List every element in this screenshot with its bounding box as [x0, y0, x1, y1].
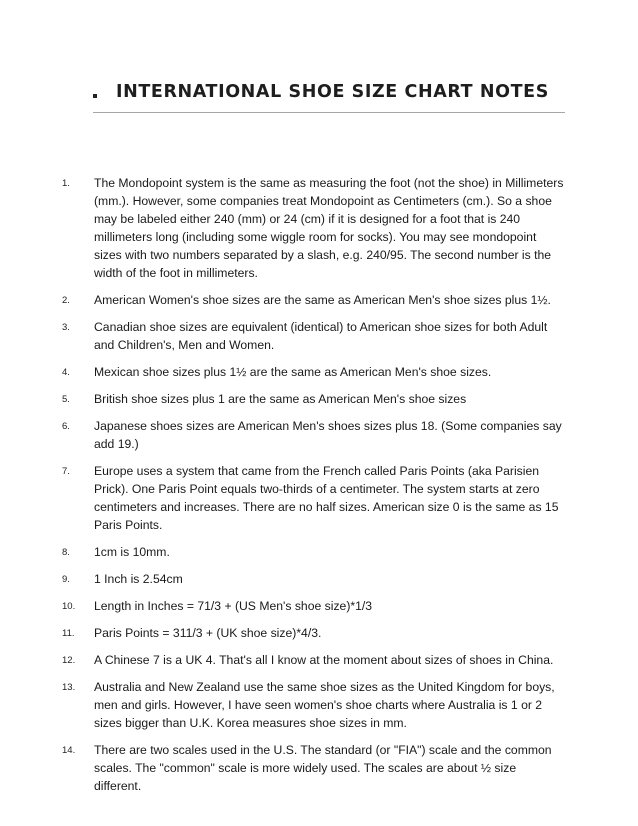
list-number: 12.: [62, 655, 76, 666]
list-item: [0, 462, 638, 534]
list-item: [0, 570, 638, 588]
list-number: 10.: [62, 601, 76, 612]
note-text: 1 Inch is 2.54cm: [94, 572, 183, 586]
list-number: 2.: [62, 295, 70, 306]
list-number: 9.: [62, 574, 70, 585]
note-text: Length in Inches = 71/3 + (US Men's shoe size)*1/3: [94, 599, 373, 613]
list-item: [0, 543, 638, 561]
list-item: [0, 363, 638, 381]
note-text: The Mondopoint system is the same as measuring the foot (not the shoe) in Millimeters (mm.). However, some companies treat Mondopoint as Centimeters (cm.). So a shoe may be labeled either 240 (mm) or 24 (cm) if it is designed for a foot that is 240 millimeters long (including some wiggle room for socks). You may see mondopoint sizes with two numbers separated by a slash, e.g. 240/95. The second number is the width of the foot in millimeters.: [94, 176, 564, 280]
note-text: Canadian shoe sizes are equivalent (identical) to American shoe sizes for both Adult and Children's, Men and Women.: [94, 320, 548, 352]
note-text: A Chinese 7 is a UK 4. That's all I know at the moment about sizes of shoes in China.: [94, 653, 554, 667]
list-item: [0, 291, 638, 309]
note-text: Mexican shoe sizes plus 1½ are the same as American Men's shoe sizes.: [94, 365, 492, 379]
list-item: [0, 597, 638, 615]
note-text: 1cm is 10mm.: [94, 545, 170, 559]
list-number: 13.: [62, 682, 76, 693]
note-text: Australia and New Zealand use the same shoe sizes as the United Kingdom for boys, men and girls. However, I have seen women's shoe charts where Australia is 1 or 2 sizes bigger than U.K. Korea measures shoe sizes in mm.: [94, 680, 555, 730]
note-text: Paris Points = 311/3 + (UK shoe size)*4/3.: [94, 626, 322, 640]
list-number: 5.: [62, 394, 70, 405]
list-item: [0, 318, 638, 354]
list-number: 7.: [62, 466, 70, 477]
list-item: [0, 390, 638, 408]
list-item: [0, 741, 638, 795]
list-item: [0, 624, 638, 642]
page-title: INTERNATIONAL SHOE SIZE CHART NOTES: [116, 82, 549, 102]
list-number: 3.: [62, 322, 70, 333]
notes-list: [0, 174, 638, 804]
note-text: There are two scales used in the U.S. The standard (or "FIA") scale and the common scales. The "common" scale is more widely used. The scales are about ½ size different.: [94, 743, 552, 793]
note-text: American Women's shoe sizes are the same as American Men's shoe sizes plus 1½.: [94, 293, 551, 307]
list-number: 1.: [62, 178, 70, 189]
list-number: 8.: [62, 547, 70, 558]
list-item: [0, 174, 638, 282]
note-text: British shoe sizes plus 1 are the same as American Men's shoe sizes: [94, 392, 467, 406]
list-item: [0, 678, 638, 732]
list-item: [0, 417, 638, 453]
list-number: 11.: [62, 628, 75, 639]
note-text: Japanese shoes sizes are American Men's shoes sizes plus 18. (Some companies say add 19.): [94, 419, 562, 451]
list-number: 6.: [62, 421, 70, 432]
list-number: 14.: [62, 745, 76, 756]
note-text: Europe uses a system that came from the French called Paris Points (aka Parisien Prick). One Paris Point equals two-thirds of a centimeter. The system starts at zero centimeters and increases. There are no half sizes. American size 0 is the same as 15 Paris Points.: [94, 464, 559, 532]
square-bullet-icon: [93, 94, 97, 98]
list-number: 4.: [62, 367, 70, 378]
section-heading: [93, 78, 565, 113]
list-item: [0, 651, 638, 669]
